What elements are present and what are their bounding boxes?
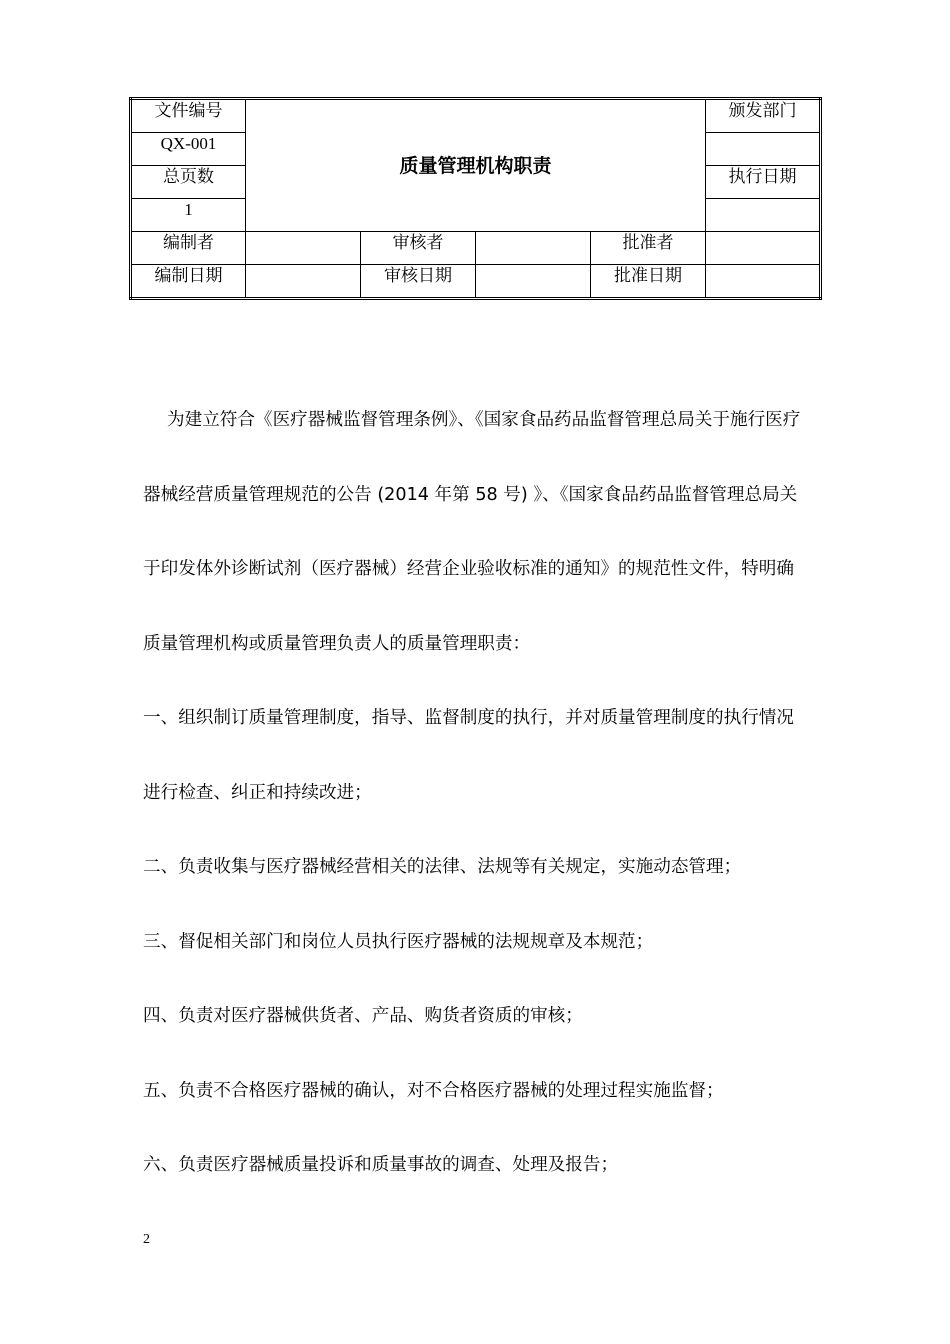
- approved-date-label: 批准日期: [591, 265, 706, 299]
- duty-item-1: 一、组织制订质量管理制度，指导、监督制度的执行，并对质量管理制度的执行情况进行检查、纠正和持续改进；: [143, 708, 794, 803]
- total-pages-value: 1: [131, 199, 246, 232]
- reviewed-by-value: [476, 232, 591, 265]
- effective-date-label: 执行日期: [706, 166, 821, 199]
- duty-item-5: 五、负责不合格医疗器械的确认，对不合格医疗器械的处理过程实施监督；: [143, 1080, 724, 1101]
- document-header-table: [129, 97, 822, 300]
- total-pages-label: 总页数: [131, 166, 246, 199]
- approved-date-value: [706, 265, 821, 299]
- document-body: [143, 383, 811, 1203]
- duty-item-3: 三、督促相关部门和岗位人员执行医疗器械的法规规章及本规范；: [143, 931, 654, 952]
- intro-paragraph: 为建立符合《医疗器械监督管理条例》、《国家食品药品监督管理总局关于施行医疗器械经营质量管理规范的公告 (2014 年第 58 号) 》、《国家食品药品监督管理总局关于印发体外诊断试剂（医疗器械）经营企业验收标准的通知》的规范性文件，特明确质量管理机构或质量管理负责人的质量管理职责：: [143, 410, 801, 654]
- prepared-date-value: [246, 265, 361, 299]
- page-number: 2: [143, 1232, 150, 1247]
- prepared-by-label: 编制者: [131, 232, 246, 265]
- issuing-dept-label: 颁发部门: [706, 99, 821, 133]
- effective-date-value: [706, 199, 821, 232]
- duty-item-4: 四、负责对医疗器械供货者、产品、购货者资质的审核；: [143, 1006, 583, 1026]
- doc-no-value: QX-001: [131, 133, 246, 166]
- duty-item-6: 六、负责医疗器械质量投诉和质量事故的调查、处理及报告；: [143, 1155, 619, 1175]
- duty-item-2: 二、负责收集与医疗器械经营相关的法律、法规等有关规定，实施动态管理；: [143, 857, 742, 877]
- approved-by-label: 批准者: [591, 232, 706, 265]
- reviewed-date-value: [476, 265, 591, 299]
- reviewed-date-label: 审核日期: [361, 265, 476, 299]
- prepared-by-value: [246, 232, 361, 265]
- reviewed-by-label: 审核者: [361, 232, 476, 265]
- approved-by-value: [706, 232, 821, 265]
- prepared-date-label: 编制日期: [131, 265, 246, 299]
- doc-no-label: 文件编号: [131, 99, 246, 133]
- issuing-dept-value: [706, 133, 821, 166]
- document-title: 质量管理机构职责: [246, 99, 706, 232]
